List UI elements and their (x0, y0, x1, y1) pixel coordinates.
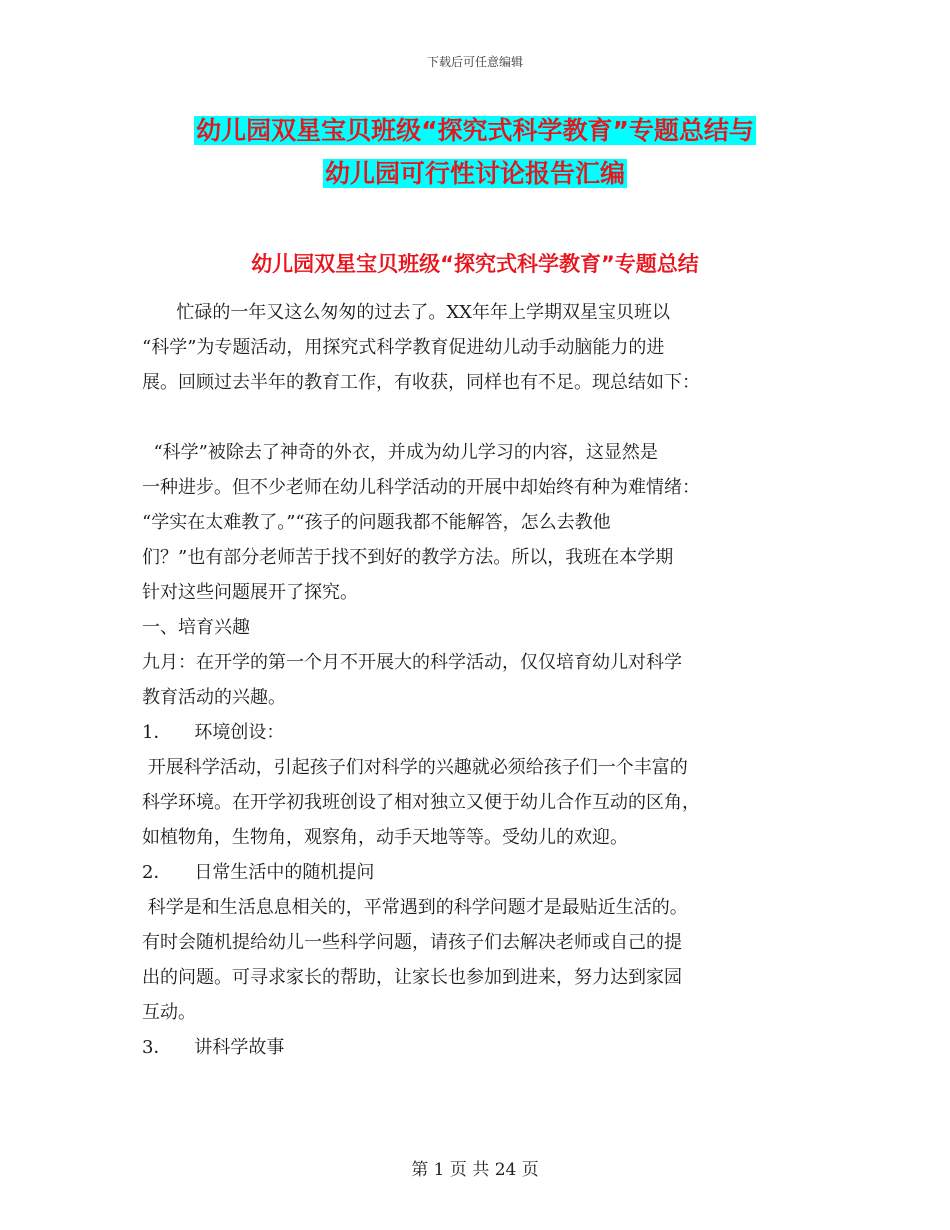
body-line: 科学环境。在开学初我班创设了相对独立又便于幼儿合作互动的区角， (142, 792, 700, 813)
title-highlight-2: 幼儿园可行性讨论报告汇编 (324, 159, 625, 188)
body-text (142, 295, 812, 1065)
body-line: 如植物角，生物角，观察角，动手天地等等。受幼儿的欢迎。 (142, 827, 628, 848)
document-title-line-2 (0, 154, 950, 190)
numbered-heading: 2． 日常生活中的随机提问 (142, 862, 375, 883)
title-highlight-1: 幼儿园双星宝贝班级“探究式科学教育”专题总结与 (196, 116, 754, 145)
body-line: 开展科学活动，引起孩子们对科学的兴趣就必须给孩子们一个丰富的 (142, 757, 688, 778)
body-line: 针对这些问题展开了探究。 (142, 582, 358, 603)
paragraph-gap (142, 400, 812, 435)
body-line: 科学是和生活息息相关的，平常遇到的科学问题才是最贴近生活的。 (142, 897, 688, 918)
body-line: 一种进步。但不少老师在幼儿科学活动的开展中却始终有种为难情绪： (142, 477, 700, 498)
body-line: 九月：在开学的第一个月不开展大的科学活动，仅仅培育幼儿对科学 (142, 652, 682, 673)
numbered-heading: 1． 环境创设： (142, 722, 285, 743)
header-note: 下载后可任意编辑 (426, 55, 523, 69)
body-line: 教育活动的兴趣。 (142, 687, 286, 708)
page-number: 第 1 页 共 24 页 (411, 1160, 539, 1180)
body-line: “学实在太难教了。”“孩子的问题我都不能解答，怎么去教他 (142, 512, 611, 533)
body-line: 出的问题。可寻求家长的帮助，让家长也参加到进来，努力达到家园 (142, 967, 682, 988)
body-line: 忙碌的一年又这么匆匆的过去了。XX年年上学期双星宝贝班以 (142, 302, 670, 323)
body-line: 互动。 (142, 1002, 196, 1023)
section-title: 幼儿园双星宝贝班级“探究式科学教育”专题总结 (251, 252, 699, 276)
body-line: 有时会随机提给幼儿一些科学问题，请孩子们去解决老师或自己的提 (142, 932, 682, 953)
numbered-heading: 3． 讲科学故事 (142, 1037, 285, 1058)
body-line: “科学”被除去了神奇的外衣，并成为幼儿学习的内容，这显然是 (142, 442, 658, 463)
body-line: 们？”也有部分老师苦于找不到好的教学方法。所以，我班在本学期 (142, 547, 674, 568)
document-title-line-1 (0, 111, 950, 147)
body-line: 展。回顾过去半年的教育工作，有收获，同样也有不足。现总结如下： (142, 372, 700, 393)
body-line: “科学”为专题活动，用探究式科学教育促进幼儿动手动脑能力的进 (142, 337, 665, 358)
section-heading: 一、培育兴趣 (142, 617, 250, 638)
